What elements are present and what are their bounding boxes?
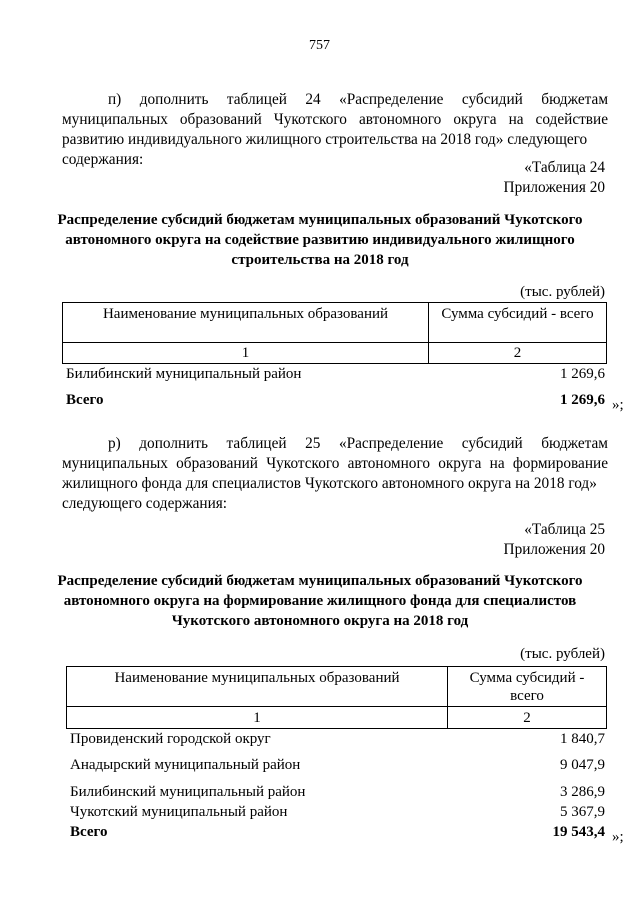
paragraph-line: муниципальных образований Чукотского автономного округа на формирование (62, 455, 608, 472)
heading-line: Чукотского автономного округа на 2018 год (171, 613, 469, 629)
table24-ref-title: «Таблица 24 (524, 159, 605, 176)
table24-heading (40, 210, 600, 270)
heading-line: строительства на 2018 год (231, 252, 409, 268)
table25-row-name: Анадырский муниципальный район (70, 757, 301, 773)
table25-row-value: 1 840,7 (560, 731, 605, 747)
table24-closing-quote: »; (612, 397, 624, 413)
heading-line: Распределение субсидий бюджетам муниципальных образований Чукотского (57, 573, 583, 589)
table24-unit: (тыс. рублей) (520, 284, 605, 300)
table24-col1-num: 1 (63, 343, 429, 364)
table25-row-name: Провиденский городской округ (70, 731, 271, 747)
table24-col2-header: Сумма субсидий - всего (429, 303, 607, 343)
table25-row-value: 3 286,9 (560, 784, 605, 800)
table24-row-name: Билибинский муниципальный район (66, 366, 302, 382)
table25-col1-num: 1 (67, 707, 448, 729)
table25-col1-header: Наименование муниципальных образований (67, 667, 448, 707)
heading-line: автономного округа на содействие развитию индивидуального жилищного (65, 232, 575, 248)
paragraph-line: следующего содержания: (62, 495, 228, 512)
table24-total-label: Всего (66, 392, 104, 408)
table25-col2-header (448, 667, 607, 707)
paragraph-r (62, 434, 608, 514)
page-number: 757 (309, 38, 330, 53)
table24-row-value: 1 269,6 (560, 366, 605, 382)
table25-heading (40, 571, 600, 631)
table25-ref-appendix: Приложения 20 (503, 541, 605, 558)
table24-col2-num: 2 (429, 343, 607, 364)
table24-total-value: 1 269,6 (560, 392, 605, 408)
table25-closing-quote: »; (612, 829, 624, 845)
paragraph-line: жилищного фонда для специалистов Чукотского автономного округа на 2018 год» (62, 475, 597, 492)
paragraph-line: содержания: (62, 151, 144, 168)
heading-line: Распределение субсидий бюджетам муниципальных образований Чукотского (57, 212, 583, 228)
paragraph-line: р) дополнить таблицей 25 «Распределение субсидий бюджетам (108, 435, 608, 452)
table24-col1-header: Наименование муниципальных образований (63, 303, 429, 343)
table25-total-label: Всего (70, 824, 108, 840)
paragraph-line: п) дополнить таблицей 24 «Распределение субсидий бюджетам (108, 91, 608, 108)
paragraph-line: развитию индивидуального жилищного строительства на 2018 год» следующего (62, 131, 588, 148)
paragraph-line: муниципальных образований Чукотского автономного округа на содействие (62, 111, 608, 128)
table25-col2-header-line: Сумма субсидий - (469, 670, 585, 686)
table25-row-name: Билибинский муниципальный район (70, 784, 306, 800)
table25-row-value: 9 047,9 (560, 757, 605, 773)
table25-ref-title: «Таблица 25 (524, 521, 605, 538)
table25-row-name: Чукотский муниципальный район (70, 804, 288, 820)
table24-ref-appendix: Приложения 20 (503, 179, 605, 196)
table25-unit: (тыс. рублей) (520, 646, 605, 662)
table25-col2-header-line: всего (510, 688, 544, 704)
table25-row-value: 5 367,9 (560, 804, 605, 820)
heading-line: автономного округа на формирование жилищного фонда для специалистов (63, 593, 577, 609)
table25-header-grid (66, 666, 607, 729)
table25-total-value: 19 543,4 (552, 824, 605, 840)
table24-header-grid (62, 302, 607, 364)
table25-col2-num: 2 (448, 707, 607, 729)
